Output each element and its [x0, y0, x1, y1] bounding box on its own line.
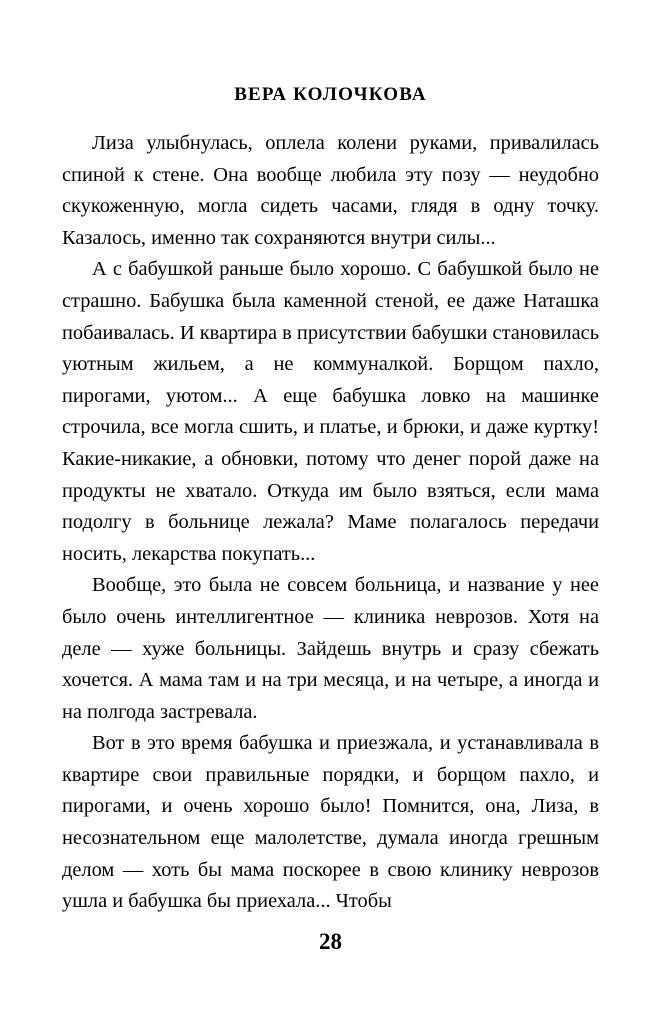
paragraph: А с бабушкой раньше было хорошо. С бабушкой было не страшно. Бабушка была каменной стеной, ее даже Наташка побаивалась. И квартира в присутствии бабушки становилась уютным жильем, а не коммуналкой. Борщом пахло, пирогами, уютом... А еще бабушка ловко на машинке строчила, все могла сшить, и платье, и брюки, и даже куртку! Какие-никакие, а обновки, потому что денег порой даже на продукты не хватало. Откуда им было взяться, если мама подолгу в больнице лежала? Маме полагалось передачи носить, лекарства покупать...: [62, 258, 599, 565]
paragraph: Лиза улыбнулась, оплела колени руками, привалилась спиной к стене. Она вообще любила эту позу — неудобно скукоженную, могла сидеть часами, глядя в одну точку. Казалось, именно так сохраняются внутри силы...: [62, 132, 599, 249]
paragraph: Вообще, это была не совсем больница, и название у нее было очень интеллигентное — клиника неврозов. Хотя на деле — хуже больницы. Зайдешь внутрь и сразу сбежать хочется. А мама там и на три месяца, и на четыре, а иногда и на полгода застревала.: [62, 574, 599, 723]
running-head: ВЕРА КОЛОЧКОВА: [234, 84, 427, 105]
paragraph: Вот в это время бабушка и приезжала, и устанавливала в квартире свои правильные порядки, и борщом пахло, и пирогами, и очень хорошо было! Помнится, она, Лиза, в несознательном еще малолетстве, думала иногда грешным делом — хоть бы мама поскорее в свою клинику неврозов ушла и бабушка бы приехала... Чтобы: [62, 732, 599, 913]
page-number: 28: [319, 929, 342, 954]
body-text: [62, 128, 599, 918]
